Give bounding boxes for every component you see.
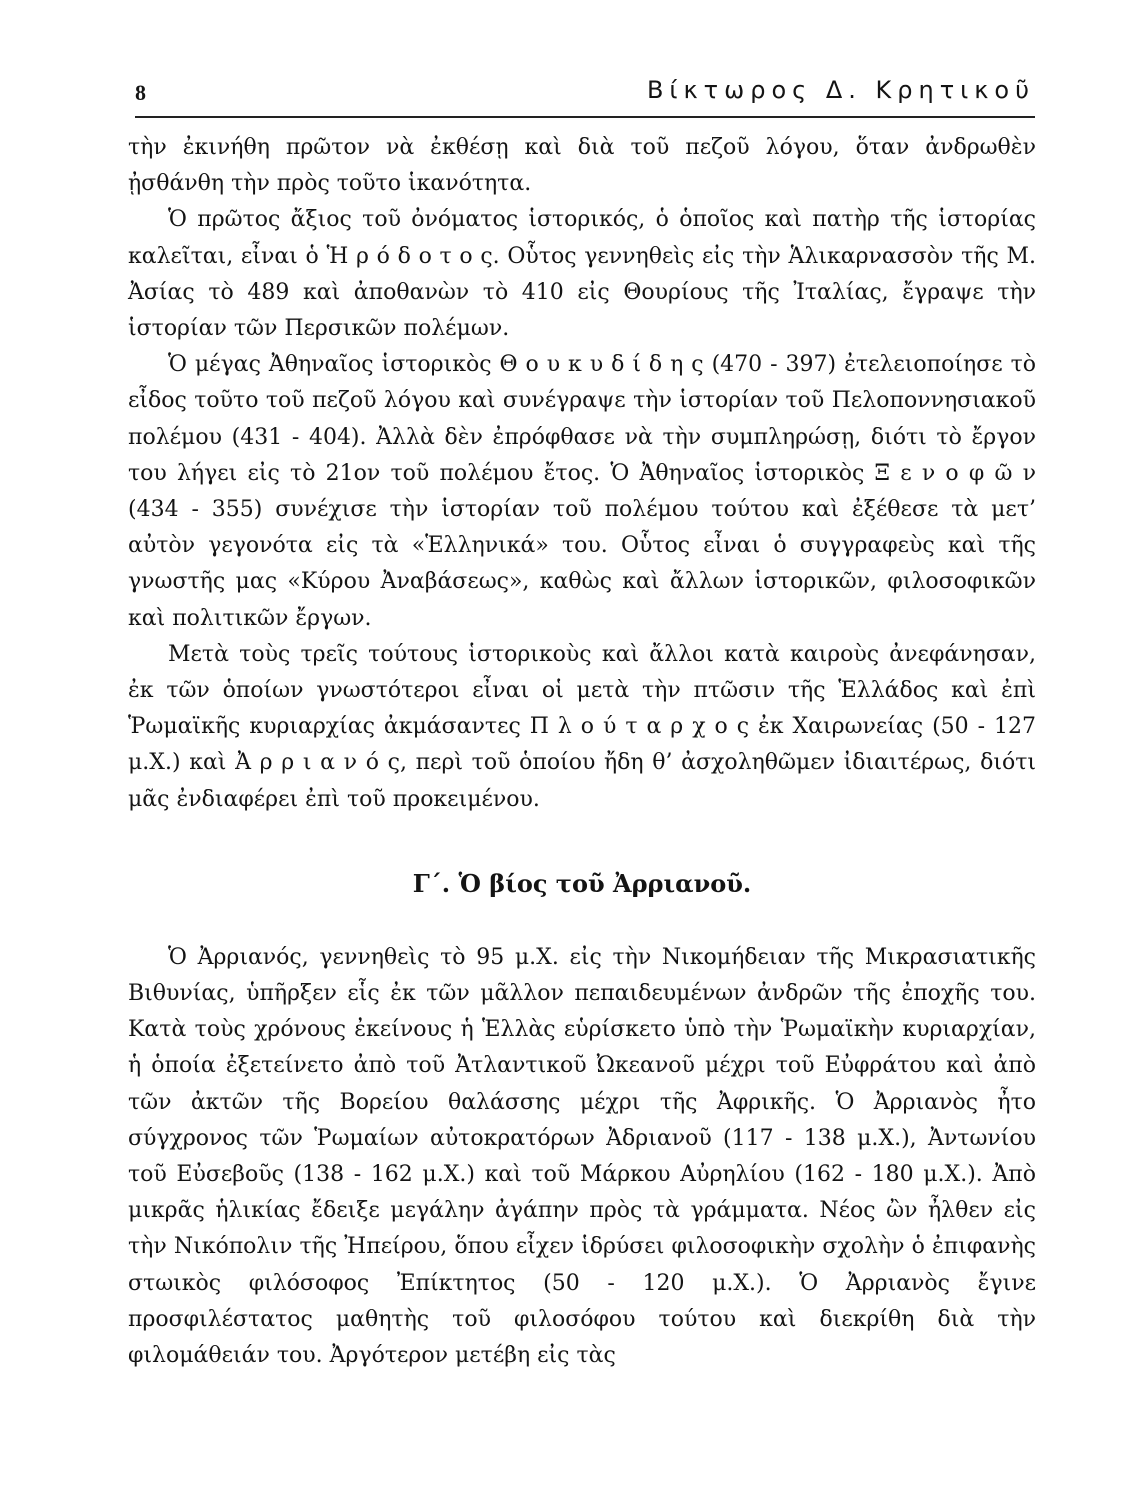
paragraph-thucydides: Ὁ μέγας Ἀθηναῖος ἱστορικὸς Θ ο υ κ υ δ ί δ η ς (470 - 397) ἐτελειοποίησε τὸ εἶδος τοῦτο τοῦ πεζοῦ λόγου καὶ συνέγραψε τὴν ἱστορίαν τοῦ Πελοποννησιακοῦ πολέμου (431 - 404). Ἀλλὰ δὲν ἐπρόφθασε νὰ τὴν συμπληρώσῃ, διότι τὸ ἔργον του λήγει εἰς τὸ 21ον τοῦ πολέμου ἔτος. Ὁ Ἀθηναῖος ἱστορικὸς Ξ ε ν ο φ ῶ ν (434 - 355) συνέχισε τὴν ἱστορίαν τοῦ πολέμου τούτου καὶ ἐξέθεσε τὰ μετ’ αὐτὸν γεγονότα εἰς τὰ «Ἑλληνικά» του. Οὗτος εἶναι ὁ συγγραφεὺς καὶ τῆς γνωστῆς μας «Κύρου Ἀναβάσεως», καθὼς καὶ ἄλλων ἱστορικῶν, φιλοσοφικῶν καὶ πολιτικῶν ἔργων. bbox=[128, 352, 1036, 631]
paragraph-continuation: τὴν ἐκινήθη πρῶτον νὰ ἐκθέσῃ καὶ διὰ τοῦ πεζοῦ λόγου, ὅταν ἀνδρωθὲν ᾐσθάνθη τὴν πρὸς τοῦτο ἱκανότητα. bbox=[128, 135, 1036, 197]
paragraph-later-historians: Μετὰ τοὺς τρεῖς τούτους ἱστορικοὺς καὶ ἄλλοι κατὰ καιροὺς ἀνεφάνησαν, ἐκ τῶν ὁποίων γνωστότεροι εἶναι οἱ μετὰ τὴν πτῶσιν τῆς Ἑλλάδος καὶ ἐπὶ Ῥωμαϊκῆς κυριαρχίας ἀκμάσαντες Π λ ο ύ τ α ρ χ ο ς ἐκ Χαιρωνείας (50 - 127 μ.Χ.) καὶ Ἀ ρ ρ ι α ν ό ς, περὶ τοῦ ὁποίου ἤδη θ’ ἀσχοληθῶμεν ἰδιαιτέρως, διότι μᾶς ἐνδιαφέρει ἐπὶ τοῦ προκειμένου. bbox=[128, 641, 1036, 812]
header-rule bbox=[135, 116, 1035, 118]
paragraph-arrian-life: Ὁ Ἀρριανός, γεννηθεὶς τὸ 95 μ.Χ. εἰς τὴν Νικομήδειαν τῆς Μικρασιατικῆς Βιθυνίας, ὑπῆρξεν εἷς ἐκ τῶν μᾶλλον πεπαιδευμένων ἀνδρῶν τῆς ἐποχῆς του. Κατὰ τοὺς χρόνους ἐκείνους ἡ Ἑλλὰς εὑρίσκετο ὑπὸ τὴν Ῥωμαϊκὴν κυριαρχίαν, ἡ ὁποία ἐξετείνετο ἀπὸ τοῦ Ἀτλαντικοῦ Ὠκεανοῦ μέχρι τοῦ Εὐφράτου καὶ ἀπὸ τῶν ἀκτῶν τῆς Βορείου θαλάσσης μέχρι τῆς Ἀφρικῆς. Ὁ Ἀρριανὸς ἦτο σύγχρονος τῶν Ῥωμαίων αὐτοκρατόρων Ἀδριανοῦ (117 - 138 μ.Χ.), Ἀντωνίου τοῦ Εὐσεβοῦς (138 - 162 μ.Χ.) καὶ τοῦ Μάρκου Αὐρηλίου (162 - 180 μ.Χ.). Ἀπὸ μικρᾶς ἡλικίας ἔδειξε μεγάλην ἀγάπην πρὸς τὰ γράμματα. Νέος ὢν ἦλθεν εἰς τὴν Νικόπολιν τῆς Ἠπείρου, ὅπου εἶχεν ἱδρύσει φιλοσοφικὴν σχολὴν ὁ ἐπιφανὴς στωικὸς φιλόσοφος Ἐπίκτητος (50 - 120 μ.Χ.). Ὁ Ἀρριανὸς ἔγινε προσφιλέστατος μαθητὴς τοῦ φιλοσόφου τούτου καὶ διεκρίθη διὰ τὴν φιλομάθειάν του. Ἀργότερον μετέβη εἰς τὰς bbox=[128, 944, 1036, 1369]
page-number: 8 bbox=[135, 80, 146, 105]
paragraph-herodotus: Ὁ πρῶτος ἄξιος τοῦ ὀνόματος ἱστορικός, ὁ ὁποῖος καὶ πατὴρ τῆς ἱστορίας καλεῖται, εἶναι ὁ Ἡ ρ ό δ ο τ ο ς. Οὗτος γεννηθεὶς εἰς τὴν Ἁλικαρνασσὸν τῆς Μ. Ἀσίας τὸ 489 καὶ ἀποθανὼν τὸ 410 εἰς Θουρίους τῆς Ἰταλίας, ἔγραψε τὴν ἱστορίαν τῶν Περσικῶν πολέμων. bbox=[128, 207, 1036, 342]
section-heading: Γ΄. Ὁ βίος τοῦ Ἀρριανοῦ. bbox=[412, 868, 752, 898]
running-head: Βίκτωρος Δ. Κρητικοῦ bbox=[646, 76, 1035, 104]
page-body bbox=[128, 130, 1036, 1374]
page-header bbox=[135, 72, 1035, 112]
